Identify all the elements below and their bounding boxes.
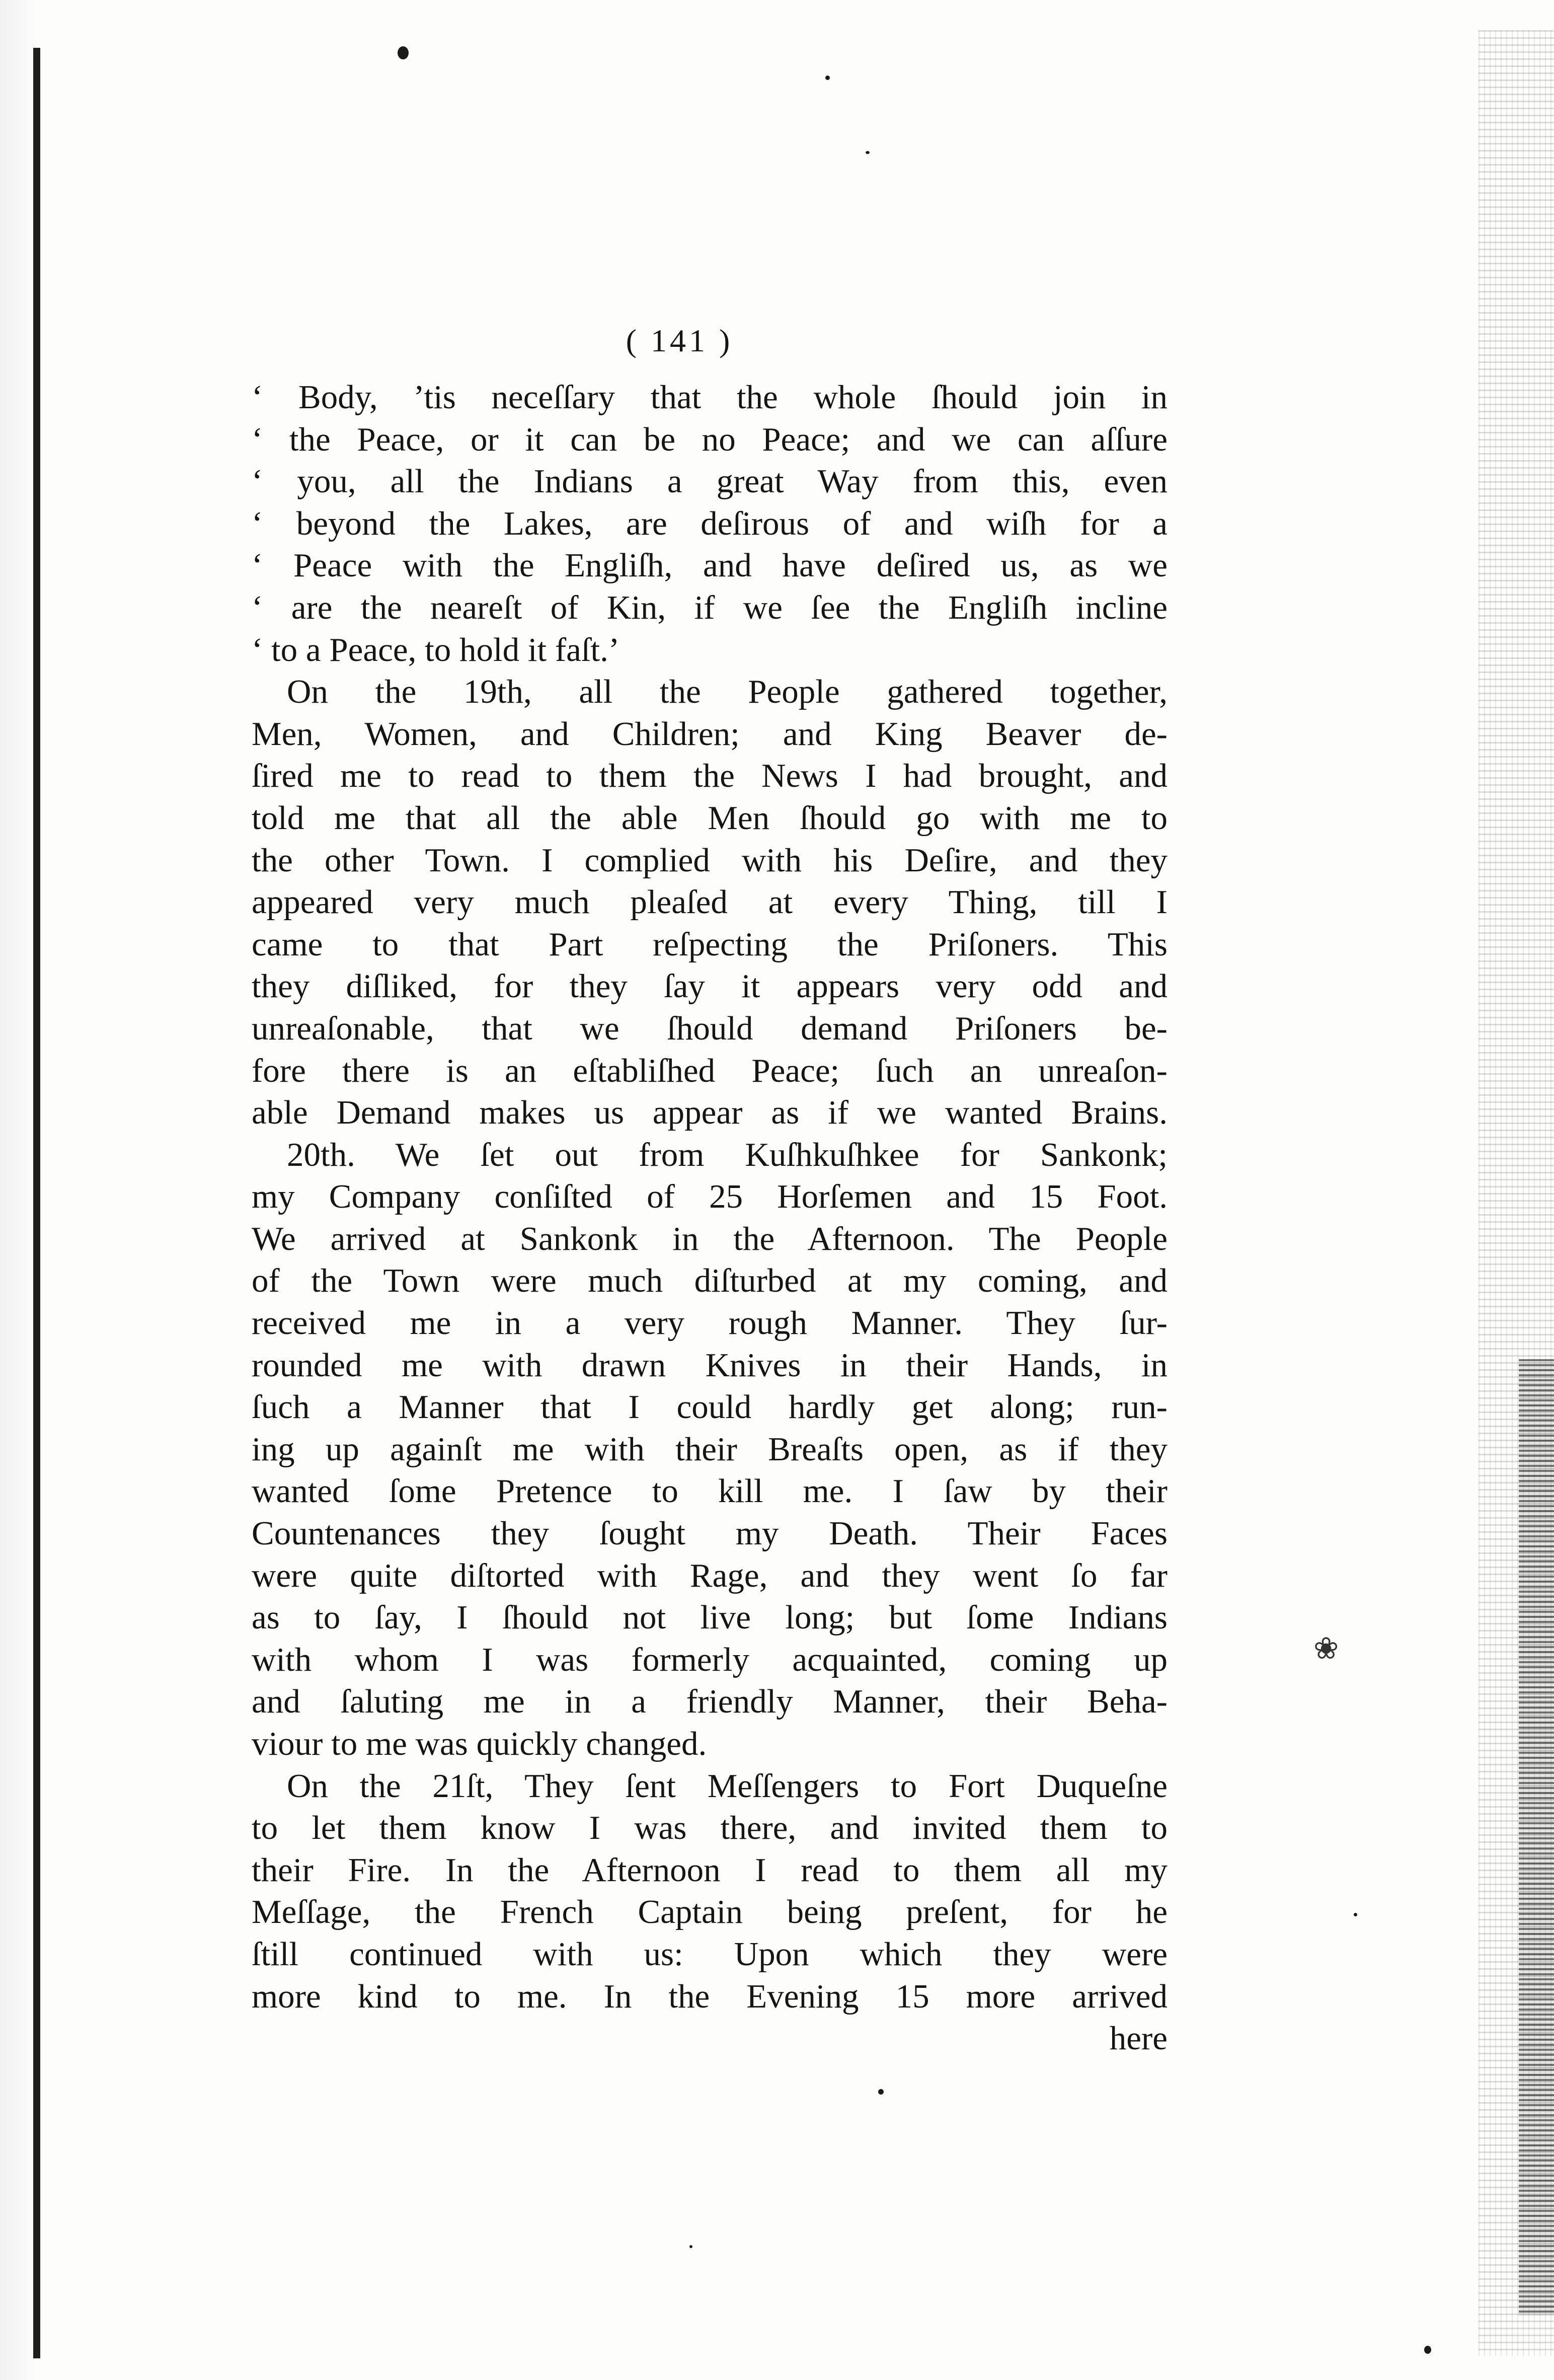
text-line: wanted ſome Pretence to kill me. I ſaw by their: [252, 1472, 1168, 1510]
text-line: ‘ you, all the Indians a great Way from this, even: [252, 463, 1168, 500]
text-line: Men, Women, and Children; and King Beaver de-: [252, 715, 1168, 753]
text-line: the other Town. I complied with his Deſire, and they: [252, 841, 1168, 879]
text-line: with whom I was formerly acquainted, coming up: [252, 1641, 1168, 1678]
text-line: On the 19th, all the People gathered together,: [287, 673, 1168, 711]
page-number: ( 141 ): [626, 323, 733, 358]
text-line: ſuch a Manner that I could hardly get along; run-: [252, 1388, 1168, 1426]
body-text: [252, 377, 1168, 2060]
ink-speck: [398, 46, 409, 59]
text-line: told me that all the able Men ſhould go with me to: [252, 799, 1168, 837]
text-line: they diſliked, for they ſay it appears very odd and: [252, 968, 1168, 1005]
text-line: 20th. We ſet out from Kuſhkuſhkee for Sankonk;: [287, 1136, 1168, 1173]
margin-scribble: ❀: [1313, 1632, 1339, 1665]
ink-speck: [878, 2089, 884, 2095]
catchword: here: [1109, 2020, 1168, 2057]
text-line: ſtill continued with us: Upon which they were: [252, 1935, 1168, 1973]
text-line: their Fire. In the Afternoon I read to them all my: [252, 1851, 1168, 1889]
text-line: ‘ are the neareſt of Kin, if we ſee the Engliſh incline: [252, 588, 1168, 626]
text-line: to let them know I was there, and invited them to: [252, 1809, 1168, 1847]
binding-edge: [33, 48, 40, 2358]
text-line: viour to me was quickly changed.: [252, 1725, 707, 1762]
text-line: Countenances they ſought my Death. Their Faces: [252, 1515, 1168, 1552]
text-line: On the 21ſt, They ſent Meſſengers to Fort Duqueſne: [287, 1767, 1168, 1805]
text-line: as to ſay, I ſhould not live long; but ſome Indians: [252, 1599, 1168, 1637]
text-line: my Company conſiſted of 25 Horſemen and 15 Foot.: [252, 1178, 1168, 1216]
text-line: came to that Part reſpecting the Priſoners. This: [252, 925, 1168, 963]
text-line: rounded me with drawn Knives in their Hands, in: [252, 1346, 1168, 1384]
text-line: of the Town were much diſturbed at my coming, and: [252, 1262, 1168, 1300]
page-edge-dark: [1519, 1359, 1554, 2316]
text-line: were quite diſtorted with Rage, and they went ſo far: [252, 1556, 1168, 1594]
text-line: Meſſage, the French Captain being preſent, for he: [252, 1893, 1168, 1931]
binding-shadow: [0, 0, 33, 2380]
text-line: unreaſonable, that we ſhould demand Priſoners be-: [252, 1009, 1168, 1047]
ink-speck: [825, 76, 830, 80]
ink-speck: [1424, 2346, 1431, 2354]
ink-speck: [866, 151, 870, 154]
text-line: ing up againſt me with their Breaſts open, as if they: [252, 1430, 1168, 1468]
ink-speck: [689, 2245, 692, 2248]
text-line: ‘ Body, ’tis neceſſary that the whole ſhould join in: [252, 379, 1168, 416]
text-line: and ſaluting me in a friendly Manner, their Beha-: [252, 1683, 1168, 1721]
text-line: ‘ the Peace, or it can be no Peace; and we can aſſure: [252, 420, 1168, 458]
text-line: We arrived at Sankonk in the Afternoon. The People: [252, 1220, 1168, 1257]
text-line: ‘ Peace with the Engliſh, and have deſired us, as we: [252, 547, 1168, 584]
text-line: ‘ beyond the Lakes, are deſirous of and wiſh for a: [252, 504, 1168, 542]
ink-speck: [1354, 1913, 1357, 1916]
text-line: appeared very much pleaſed at every Thing, till I: [252, 883, 1168, 921]
text-line: fore there is an eſtabliſhed Peace; ſuch an unreaſon-: [252, 1052, 1168, 1089]
text-line: more kind to me. In the Evening 15 more arrived: [252, 1977, 1168, 2015]
text-line: received me in a very rough Manner. They ſur-: [252, 1304, 1168, 1342]
text-line: able Demand makes us appear as if we wanted Brains.: [252, 1094, 1168, 1132]
text-line: ‘ to a Peace, to hold it faſt.’: [252, 631, 620, 668]
text-line: ſired me to read to them the News I had brought, and: [252, 757, 1168, 795]
